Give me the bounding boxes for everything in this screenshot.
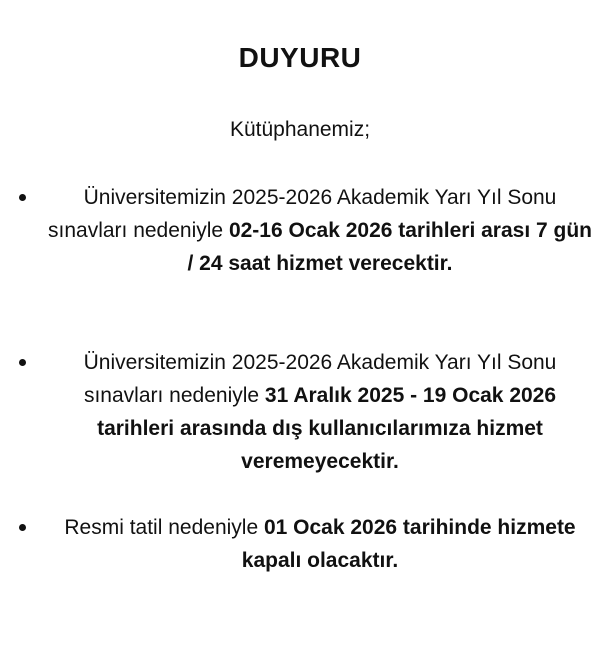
bullet-icon	[19, 359, 26, 366]
list-item-plain-text: Resmi tatil nedeniyle	[64, 516, 264, 539]
announcement-title: DUYURU	[238, 42, 362, 73]
list-item-text	[44, 181, 596, 280]
bullet-icon	[19, 194, 26, 201]
list-item-text	[44, 511, 596, 577]
list-item-text	[44, 346, 596, 478]
announcement-intro: Kütüphanemiz;	[229, 118, 371, 141]
list-item-bold-text: 31 Aralık 2025 - 19 Ocak 2026 tarihleri arasında dış kullanıcılarımıza hizmet veremeyecektir.	[97, 384, 557, 473]
list-item-bold-text: 02-16 Ocak 2026 tarihleri arası 7 gün / 24 saat hizmet verecektir.	[187, 219, 592, 275]
bullet-icon	[19, 524, 26, 531]
list-item-plain-text: Üniversitemizin 2025-2026 Akademik Yarı Yıl Sonu sınavları nedeniyle	[83, 351, 557, 407]
list-item-plain-text: Üniversitemizin 2025-2026 Akademik Yarı Yıl Sonu sınavları nedeniyle	[48, 186, 557, 242]
list-item-bold-text: 01 Ocak 2026 tarihinde hizmete kapalı olacaktır.	[241, 516, 576, 572]
